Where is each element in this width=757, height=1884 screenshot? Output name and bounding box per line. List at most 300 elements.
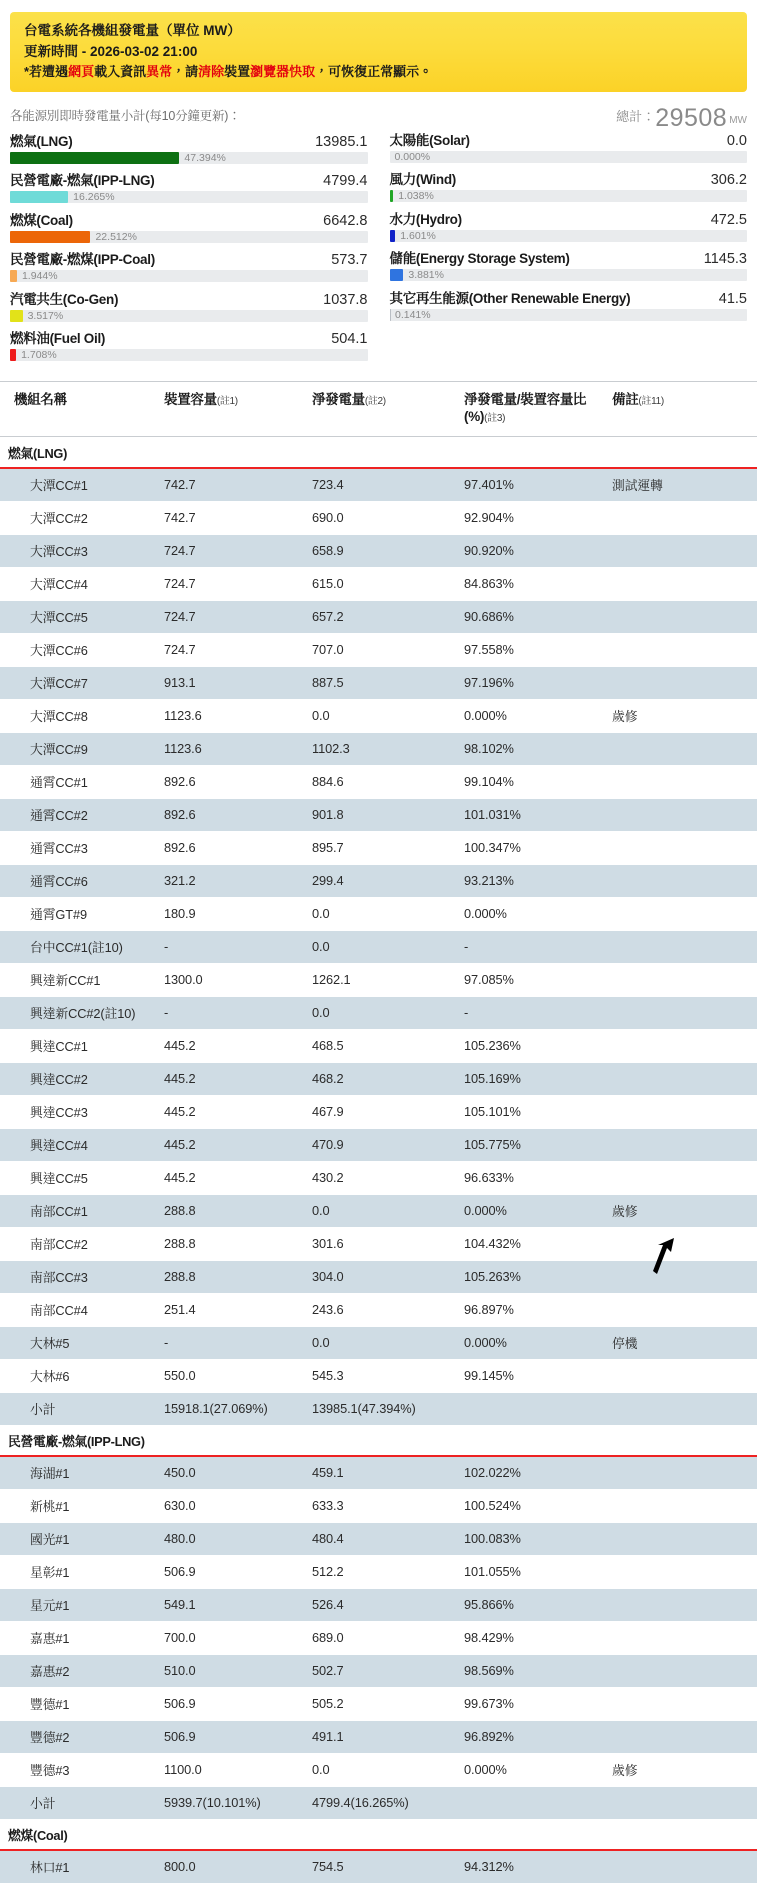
energy-source-value: 1145.3 xyxy=(703,251,747,268)
warning-segment-2: 載入資訊 xyxy=(94,64,147,80)
cell-capacity-ratio: 99.673% xyxy=(458,1687,606,1720)
cell-capacity-ratio: 92.904% xyxy=(458,501,606,534)
cell-unit-name: 大潭CC#5 xyxy=(0,600,158,633)
cell-unit-name: 豐德#2 xyxy=(0,1720,158,1753)
table-row xyxy=(0,864,757,897)
cell-remark xyxy=(606,600,757,633)
cell-remark xyxy=(606,1062,757,1095)
cell-capacity-ratio: 98.569% xyxy=(458,1654,606,1687)
cell-subtotal-ratio xyxy=(458,1786,606,1819)
cell-net-generation: 512.2 xyxy=(306,1555,458,1588)
cell-net-generation: 526.4 xyxy=(306,1588,458,1621)
cell-net-generation: 301.6 xyxy=(306,1227,458,1260)
cell-remark xyxy=(606,1359,757,1392)
cell-unit-name: 星彰#1 xyxy=(0,1555,158,1588)
table-subtotal-row xyxy=(0,1786,757,1819)
table-row xyxy=(0,1654,757,1687)
cell-unit-name: 大潭CC#9 xyxy=(0,732,158,765)
energy-source-percent: 1.038% xyxy=(398,190,434,203)
right-source-list xyxy=(390,129,748,321)
cell-subtotal-capacity: 5939.7(10.101%) xyxy=(158,1786,306,1819)
energy-source-value: 41.5 xyxy=(718,290,747,307)
table-group-header xyxy=(0,436,757,468)
cell-capacity-ratio: 98.429% xyxy=(458,1621,606,1654)
cell-net-generation: 304.0 xyxy=(306,1260,458,1293)
cell-installed-capacity: 892.6 xyxy=(158,798,306,831)
energy-source-bar-track xyxy=(390,230,748,242)
cell-subtotal-label: 小計 xyxy=(0,1786,158,1819)
table-row xyxy=(0,798,757,831)
cell-unit-name: 興達新CC#2(註10) xyxy=(0,996,158,1029)
cell-net-generation: 505.2 xyxy=(306,1687,458,1720)
warning-segment-0: *若遭遇 xyxy=(24,64,69,80)
energy-source-bar-fill xyxy=(10,310,23,322)
cell-net-generation: 901.8 xyxy=(306,798,458,831)
warning-segment-6: 裝置 xyxy=(224,64,251,80)
table-subtotal-row xyxy=(0,1392,757,1425)
table-row xyxy=(0,699,757,732)
cell-capacity-ratio: - xyxy=(458,996,606,1029)
cell-capacity-ratio: 105.775% xyxy=(458,1128,606,1161)
cell-capacity-ratio: 105.169% xyxy=(458,1062,606,1095)
cell-unit-name: 大潭CC#6 xyxy=(0,633,158,666)
notice-banner-wrap xyxy=(0,0,757,98)
cell-remark xyxy=(606,996,757,1029)
cell-installed-capacity: 288.8 xyxy=(158,1227,306,1260)
energy-source-name: 民營電廠-燃氣(IPP-LNG) xyxy=(10,173,155,189)
energy-source-value: 472.5 xyxy=(710,211,747,228)
cell-capacity-ratio: 97.085% xyxy=(458,963,606,996)
cell-installed-capacity: 288.8 xyxy=(158,1260,306,1293)
cell-capacity-ratio: 84.863% xyxy=(458,567,606,600)
table-row xyxy=(0,600,757,633)
cell-remark xyxy=(606,1293,757,1326)
cell-installed-capacity: 506.9 xyxy=(158,1687,306,1720)
warning-segment-4: ，請 xyxy=(172,64,199,80)
cell-capacity-ratio: 90.920% xyxy=(458,534,606,567)
energy-source-name: 其它再生能源(Other Renewable Energy) xyxy=(389,290,631,306)
table-row xyxy=(0,765,757,798)
energy-source-name: 民營電廠-燃煤(IPP-Coal) xyxy=(10,252,155,268)
energy-source-value: 6642.8 xyxy=(323,212,368,229)
cell-net-generation: 0.0 xyxy=(306,1194,458,1227)
cell-installed-capacity: 1123.6 xyxy=(158,732,306,765)
table-row xyxy=(0,1293,757,1326)
energy-source-percent: 1.601% xyxy=(400,229,436,242)
energy-source-name: 汽電共生(Co-Gen) xyxy=(10,291,119,307)
energy-source-name: 太陽能(Solar) xyxy=(389,132,470,148)
cell-net-generation: 633.3 xyxy=(306,1489,458,1522)
cell-installed-capacity: 445.2 xyxy=(158,1062,306,1095)
column-header-1 xyxy=(158,381,306,436)
column-header-label: 備註 xyxy=(612,391,639,407)
energy-source-bar-fill xyxy=(390,269,404,281)
cell-unit-name: 林口#1 xyxy=(0,1850,158,1884)
cell-remark: 停機 xyxy=(606,1326,757,1359)
cell-remark xyxy=(606,633,757,666)
cell-installed-capacity: 1300.0 xyxy=(158,963,306,996)
generation-units-table xyxy=(0,381,757,1884)
cell-unit-name: 嘉惠#1 xyxy=(0,1621,158,1654)
cell-net-generation: 723.4 xyxy=(306,468,458,502)
cell-installed-capacity: 742.7 xyxy=(158,501,306,534)
cell-remark xyxy=(606,666,757,699)
cell-unit-name: 興達CC#5 xyxy=(0,1161,158,1194)
cell-net-generation: 707.0 xyxy=(306,633,458,666)
cell-installed-capacity: 1100.0 xyxy=(158,1753,306,1786)
table-row xyxy=(0,1753,757,1786)
cell-capacity-ratio: 101.055% xyxy=(458,1555,606,1588)
cell-capacity-ratio: 0.000% xyxy=(458,897,606,930)
cell-net-generation: 689.0 xyxy=(306,1621,458,1654)
energy-source-value: 4799.4 xyxy=(323,173,368,190)
table-row xyxy=(0,501,757,534)
energy-source-bar-track xyxy=(10,270,368,282)
energy-source-head xyxy=(10,327,368,347)
cell-installed-capacity: 321.2 xyxy=(158,864,306,897)
cell-net-generation: 884.6 xyxy=(306,765,458,798)
cell-installed-capacity: 800.0 xyxy=(158,1850,306,1884)
table-row xyxy=(0,1095,757,1128)
cell-capacity-ratio: 105.263% xyxy=(458,1260,606,1293)
energy-source-value: 573.7 xyxy=(331,252,368,269)
cell-installed-capacity: 700.0 xyxy=(158,1621,306,1654)
cell-net-generation: 657.2 xyxy=(306,600,458,633)
cell-net-generation: 887.5 xyxy=(306,666,458,699)
energy-source-bar-fill xyxy=(10,191,68,203)
cell-capacity-ratio: 96.892% xyxy=(458,1720,606,1753)
warning-segment-3: 異常 xyxy=(146,64,173,80)
energy-source-name: 風力(Wind) xyxy=(389,172,456,188)
cell-remark xyxy=(606,1850,757,1884)
cell-remark: 測試運轉 xyxy=(606,468,757,502)
cell-remark xyxy=(606,501,757,534)
energy-source-bar-track xyxy=(10,349,368,361)
cell-net-generation: 468.5 xyxy=(306,1029,458,1062)
update-time: 更新時間 - 2026-03-02 21:00 xyxy=(24,43,198,59)
cell-net-generation: 545.3 xyxy=(306,1359,458,1392)
cell-net-generation: 467.9 xyxy=(306,1095,458,1128)
cell-remark xyxy=(606,1588,757,1621)
cell-net-generation: 895.7 xyxy=(306,831,458,864)
cell-unit-name: 大潭CC#8 xyxy=(0,699,158,732)
column-header-4 xyxy=(606,381,757,436)
table-head xyxy=(0,381,757,436)
energy-source-head xyxy=(10,248,368,268)
cell-remark xyxy=(606,1227,757,1260)
cell-capacity-ratio: 0.000% xyxy=(458,1194,606,1227)
column-header-0 xyxy=(0,381,158,436)
notice-banner xyxy=(10,12,747,92)
column-header-note: (註1) xyxy=(216,395,238,407)
energy-source-left-3 xyxy=(10,248,368,282)
energy-summary xyxy=(0,98,757,371)
energy-source-head xyxy=(390,168,748,188)
cell-installed-capacity: 892.6 xyxy=(158,831,306,864)
cell-capacity-ratio: 90.686% xyxy=(458,600,606,633)
energy-source-bar-track xyxy=(10,191,368,203)
table-row xyxy=(0,1326,757,1359)
cell-remark xyxy=(606,765,757,798)
energy-source-bar-track xyxy=(390,151,748,163)
energy-source-bar-track xyxy=(10,310,368,322)
cell-unit-name: 大潭CC#4 xyxy=(0,567,158,600)
column-header-3 xyxy=(458,381,606,436)
cell-remark xyxy=(606,1555,757,1588)
cell-remark xyxy=(606,930,757,963)
cell-capacity-ratio: 100.083% xyxy=(458,1522,606,1555)
table-row xyxy=(0,1687,757,1720)
cell-unit-name: 台中CC#1(註10) xyxy=(0,930,158,963)
cell-unit-name: 大林#5 xyxy=(0,1326,158,1359)
cell-subtotal-label: 小計 xyxy=(0,1392,158,1425)
cell-remark xyxy=(606,798,757,831)
cell-installed-capacity: 445.2 xyxy=(158,1161,306,1194)
cell-subtotal-remark xyxy=(606,1786,757,1819)
energy-source-bar-fill xyxy=(10,231,90,243)
cell-net-generation: 1262.1 xyxy=(306,963,458,996)
cell-remark xyxy=(606,831,757,864)
cell-remark xyxy=(606,1621,757,1654)
energy-source-head xyxy=(390,247,748,267)
table-row xyxy=(0,930,757,963)
energy-source-bar-fill xyxy=(10,152,179,164)
cell-remark xyxy=(606,1128,757,1161)
energy-source-right-0 xyxy=(390,129,748,163)
cell-installed-capacity: 892.6 xyxy=(158,765,306,798)
table-row xyxy=(0,633,757,666)
energy-source-name: 燃料油(Fuel Oil) xyxy=(10,331,106,347)
energy-source-name: 燃煤(Coal) xyxy=(10,212,73,228)
cell-installed-capacity: 288.8 xyxy=(158,1194,306,1227)
table-row xyxy=(0,1621,757,1654)
column-header-label: 淨發電量/裝置容量比(%) xyxy=(464,391,587,425)
cell-capacity-ratio: 100.524% xyxy=(458,1489,606,1522)
cell-capacity-ratio: 104.432% xyxy=(458,1227,606,1260)
energy-source-name: 儲能(Energy Storage System) xyxy=(389,251,570,267)
energy-source-percent: 1.944% xyxy=(21,270,58,283)
table-row xyxy=(0,732,757,765)
cell-installed-capacity: 445.2 xyxy=(158,1128,306,1161)
cell-remark xyxy=(606,1029,757,1062)
cell-net-generation: 690.0 xyxy=(306,501,458,534)
energy-source-head xyxy=(10,288,368,308)
cell-remark xyxy=(606,864,757,897)
energy-source-left-1 xyxy=(10,169,368,203)
cell-capacity-ratio: 93.213% xyxy=(458,864,606,897)
cell-installed-capacity: 724.7 xyxy=(158,567,306,600)
cell-installed-capacity: - xyxy=(158,930,306,963)
cell-capacity-ratio: 97.558% xyxy=(458,633,606,666)
table-row xyxy=(0,1720,757,1753)
cell-unit-name: 通霄CC#1 xyxy=(0,765,158,798)
total-value: 29508 xyxy=(655,103,728,132)
cell-installed-capacity: 913.1 xyxy=(158,666,306,699)
cell-remark xyxy=(606,1654,757,1687)
cell-remark xyxy=(606,1687,757,1720)
table-row xyxy=(0,963,757,996)
cell-capacity-ratio: 101.031% xyxy=(458,798,606,831)
column-header-label: 機組名稱 xyxy=(14,391,67,407)
energy-source-right-4 xyxy=(390,287,748,321)
cell-unit-name: 通霄GT#9 xyxy=(0,897,158,930)
cell-capacity-ratio: 100.347% xyxy=(458,831,606,864)
energy-source-percent: 3.517% xyxy=(27,309,64,322)
cell-net-generation: 0.0 xyxy=(306,897,458,930)
energy-source-left-4 xyxy=(10,288,368,322)
cell-unit-name: 南部CC#2 xyxy=(0,1227,158,1260)
cell-unit-name: 通霄CC#6 xyxy=(0,864,158,897)
cell-subtotal-ratio xyxy=(458,1392,606,1425)
cell-remark xyxy=(606,1161,757,1194)
cell-remark: 歲修 xyxy=(606,1753,757,1786)
energy-source-value: 504.1 xyxy=(331,331,368,348)
cell-installed-capacity: 180.9 xyxy=(158,897,306,930)
cell-unit-name: 大潭CC#7 xyxy=(0,666,158,699)
cell-installed-capacity: 742.7 xyxy=(158,468,306,502)
cell-installed-capacity: 724.7 xyxy=(158,633,306,666)
cell-unit-name: 豐德#3 xyxy=(0,1753,158,1786)
left-source-list xyxy=(10,130,368,362)
cell-capacity-ratio: 96.633% xyxy=(458,1161,606,1194)
energy-source-right-1 xyxy=(390,168,748,202)
cell-unit-name: 興達新CC#1 xyxy=(0,963,158,996)
table-row xyxy=(0,1062,757,1095)
cell-installed-capacity: - xyxy=(158,996,306,1029)
cell-capacity-ratio: 96.897% xyxy=(458,1293,606,1326)
table-group-header xyxy=(0,1819,757,1850)
column-header-label: 淨發電量 xyxy=(312,391,365,407)
cell-remark xyxy=(606,732,757,765)
cell-remark: 歲修 xyxy=(606,1194,757,1227)
cell-unit-name: 通霄CC#2 xyxy=(0,798,158,831)
cell-installed-capacity: 724.7 xyxy=(158,534,306,567)
cell-installed-capacity: 630.0 xyxy=(158,1489,306,1522)
warning-segment-5: 清除 xyxy=(198,64,225,80)
table-row xyxy=(0,468,757,502)
cell-unit-name: 南部CC#1 xyxy=(0,1194,158,1227)
cell-net-generation: 480.4 xyxy=(306,1522,458,1555)
cell-unit-name: 興達CC#4 xyxy=(0,1128,158,1161)
cell-installed-capacity: 251.4 xyxy=(158,1293,306,1326)
energy-source-right-2 xyxy=(390,208,748,242)
table-row xyxy=(0,1029,757,1062)
energy-source-percent: 0.000% xyxy=(394,150,431,163)
cell-installed-capacity: 724.7 xyxy=(158,600,306,633)
cell-capacity-ratio: 98.102% xyxy=(458,732,606,765)
table-row xyxy=(0,1161,757,1194)
table-row xyxy=(0,1194,757,1227)
cell-net-generation: 468.2 xyxy=(306,1062,458,1095)
energy-source-left-5 xyxy=(10,327,368,361)
energy-source-percent: 16.265% xyxy=(73,191,115,204)
cell-installed-capacity: 480.0 xyxy=(158,1522,306,1555)
warning-segment-8: ，可恢復正常顯示。 xyxy=(315,64,433,80)
table-row xyxy=(0,831,757,864)
column-header-label: 裝置容量 xyxy=(164,391,217,407)
summary-right-column xyxy=(379,104,748,367)
cell-capacity-ratio: 99.104% xyxy=(458,765,606,798)
table-row xyxy=(0,1555,757,1588)
cell-unit-name: 豐德#1 xyxy=(0,1687,158,1720)
energy-source-value: 306.2 xyxy=(710,172,747,189)
cell-unit-name: 興達CC#1 xyxy=(0,1029,158,1062)
energy-source-head xyxy=(390,208,748,228)
cell-remark xyxy=(606,1456,757,1490)
energy-source-head xyxy=(10,209,368,229)
energy-source-head xyxy=(390,287,748,307)
energy-source-left-0 xyxy=(10,130,368,164)
cell-installed-capacity: 550.0 xyxy=(158,1359,306,1392)
cell-net-generation: 0.0 xyxy=(306,1326,458,1359)
energy-source-percent: 1.708% xyxy=(21,349,57,362)
cell-installed-capacity: 510.0 xyxy=(158,1654,306,1687)
energy-source-left-2 xyxy=(10,209,368,243)
cell-unit-name: 國光#1 xyxy=(0,1522,158,1555)
cell-installed-capacity: 506.9 xyxy=(158,1720,306,1753)
table-row xyxy=(0,1260,757,1293)
cell-net-generation: 0.0 xyxy=(306,930,458,963)
warning-segment-1: 網頁 xyxy=(68,64,95,80)
table-row xyxy=(0,1588,757,1621)
cell-unit-name: 大潭CC#3 xyxy=(0,534,158,567)
cell-net-generation: 0.0 xyxy=(306,699,458,732)
total-generation xyxy=(390,103,748,132)
table-row xyxy=(0,1522,757,1555)
energy-source-percent: 3.881% xyxy=(408,269,444,282)
page-title: 台電系統各機組發電量（單位 MW） xyxy=(24,23,241,38)
cell-unit-name: 興達CC#2 xyxy=(0,1062,158,1095)
cell-unit-name: 新桃#1 xyxy=(0,1489,158,1522)
cell-net-generation: 243.6 xyxy=(306,1293,458,1326)
cell-net-generation: 0.0 xyxy=(306,996,458,1029)
cell-subtotal-net: 13985.1(47.394%) xyxy=(306,1392,458,1425)
cell-installed-capacity: 549.1 xyxy=(158,1588,306,1621)
cell-remark xyxy=(606,567,757,600)
cell-unit-name: 興達CC#3 xyxy=(0,1095,158,1128)
energy-source-right-3 xyxy=(390,247,748,281)
group-name: 民營電廠-燃氣(IPP-LNG) xyxy=(0,1425,757,1456)
table-row xyxy=(0,996,757,1029)
cell-net-generation: 459.1 xyxy=(306,1456,458,1490)
cell-subtotal-capacity: 15918.1(27.069%) xyxy=(158,1392,306,1425)
cell-net-generation: 430.2 xyxy=(306,1161,458,1194)
cell-remark xyxy=(606,534,757,567)
cell-capacity-ratio: 0.000% xyxy=(458,699,606,732)
cell-net-generation: 470.9 xyxy=(306,1128,458,1161)
cell-subtotal-net: 4799.4(16.265%) xyxy=(306,1786,458,1819)
cell-capacity-ratio: 102.022% xyxy=(458,1456,606,1490)
cell-capacity-ratio: 105.101% xyxy=(458,1095,606,1128)
cell-unit-name: 大潭CC#1 xyxy=(0,468,158,502)
cell-remark xyxy=(606,1489,757,1522)
cell-unit-name: 嘉惠#2 xyxy=(0,1654,158,1687)
energy-source-name: 燃氣(LNG) xyxy=(10,133,73,149)
cell-remark xyxy=(606,963,757,996)
cell-unit-name: 大潭CC#2 xyxy=(0,501,158,534)
cell-net-generation: 615.0 xyxy=(306,567,458,600)
cell-capacity-ratio: - xyxy=(458,930,606,963)
column-header-note: (註2) xyxy=(364,395,386,407)
cell-net-generation: 299.4 xyxy=(306,864,458,897)
cell-remark: 歲修 xyxy=(606,699,757,732)
cell-remark xyxy=(606,897,757,930)
cell-unit-name: 海湖#1 xyxy=(0,1456,158,1490)
warning-segment-7: 瀏覽器快取 xyxy=(250,64,316,80)
table-row xyxy=(0,1227,757,1260)
energy-source-bar-track xyxy=(390,190,748,202)
cell-capacity-ratio: 97.401% xyxy=(458,468,606,502)
